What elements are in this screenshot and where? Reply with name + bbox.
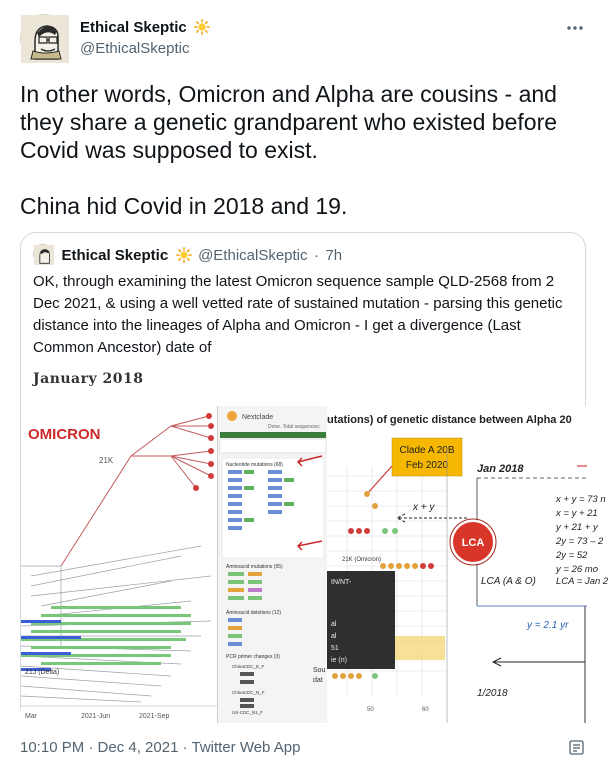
genetic-distance-chart [313, 406, 609, 723]
nextclade-section-2: Aminoacid deletions (12) [226, 610, 282, 616]
quoted-age: 7h [325, 247, 343, 264]
primer-item-0: ChinaCDC_E_F [232, 664, 265, 669]
tweet-text: In other words, Omicron and Alpha are cousins - and they share a genetic grandparent who existed before Covid was supposed to exist. China hid Covid in 2018 and 19. [20, 81, 558, 219]
tree-delta-label: 21J (Delta) [25, 669, 60, 676]
analytics-icon[interactable] [567, 738, 587, 758]
date-bottom-label: 1/2018 [477, 688, 508, 699]
quoted-media-image[interactable] [21, 406, 609, 723]
equation-0: x + y = 73 n [556, 494, 606, 505]
primer-item-2: US-CDC_N1_F [232, 710, 264, 715]
axis-tick-60: 60 [422, 707, 429, 713]
sun-emoji-icon [194, 19, 210, 35]
nextclade-panel [217, 406, 327, 723]
quoted-separator: · [313, 247, 319, 264]
nextclade-section-3: PCR primer changes (3) [226, 654, 280, 660]
omicron-dot-label: 21K (Omicron) [342, 557, 382, 563]
analysis-title: utations) of genetic distance between Alpha 20 [327, 414, 572, 426]
avatar[interactable] [20, 14, 68, 62]
side-text-1: dat [313, 677, 323, 684]
overlay-text-3: 51 [331, 645, 339, 652]
quoted-display-name: Ethical Skeptic [61, 247, 169, 264]
overlay-text-0: IN/NT- [331, 579, 352, 586]
primer-item-1: ChinaCDC_N_F [232, 690, 265, 695]
quoted-sun-emoji-icon [176, 247, 192, 263]
tree-x-tick-0: Mar [25, 713, 38, 720]
nextclade-screenshot [218, 406, 328, 723]
overlay-text-1: al [331, 621, 337, 628]
side-text-0: Sou [313, 667, 326, 674]
equation-4: 2y = 52 [556, 550, 588, 561]
tree-panel [21, 406, 217, 723]
clade-box-line1: Clade A 20B [399, 445, 455, 456]
overlay-text-4: ie (n) [331, 657, 347, 664]
tree-title: OMICRON [28, 426, 101, 443]
avatar-illustration [21, 15, 69, 63]
author-display-name[interactable]: Ethical Skeptic [80, 19, 187, 36]
tree-x-tick-1: 2021-Jun [81, 713, 111, 720]
analysis-panel [313, 406, 609, 723]
equation-6: LCA = Jan 2 [556, 576, 609, 587]
equation-3: 2y = 73 – 2 [556, 536, 604, 547]
rate-label: y = 2.1 yr [527, 620, 569, 631]
lca-circle-label: LCA [461, 537, 485, 549]
phylogenetic-tree [21, 406, 217, 723]
equation-1: x = y + 21 [556, 508, 598, 519]
xy-label: x + y [413, 502, 435, 513]
quoted-tweet[interactable] [20, 232, 609, 722]
nextclade-section-0: Nucleotide mutations (68) [226, 462, 283, 468]
tree-clade-label: 21K [99, 456, 114, 465]
tree-x-tick-2: 2021-Sep [139, 713, 170, 720]
nextclade-section-1: Aminoacid mutations (55) [226, 564, 283, 570]
equation-2: y + 21 + y [556, 522, 598, 533]
more-options-icon[interactable] [563, 18, 587, 42]
tweet-timestamp[interactable]: 10:10 PM · Dec 4, 2021 · Twitter Web App [20, 739, 301, 756]
author-handle[interactable]: @EthicalSkeptic [80, 40, 190, 57]
clade-box-line2: Feb 2020 [405, 460, 449, 471]
quoted-handle: @EthicalSkeptic [198, 247, 308, 264]
lca-parens-label: LCA (A & O) [481, 576, 536, 587]
equation-5: y = 26 mo [556, 564, 598, 575]
quoted-text: OK, through examining the latest Omicron sequence sample QLD-2568 from 2 Dec 2021, & using a well vetted rate of sustained mutation - parsing this genetic distance into the lineages of Alpha and Omicron - I get a divergence (Last Common Ancestor) date of [33, 273, 563, 356]
tweet-footer [20, 738, 591, 760]
overlay-text-2: al [331, 633, 337, 640]
tweet-header [20, 14, 591, 64]
jan-2018-label: Jan 2018 [477, 463, 524, 475]
quoted-avatar [33, 244, 53, 264]
nextclade-tabs: Done. Total sequences: [268, 424, 321, 430]
axis-tick-50: 50 [367, 707, 374, 713]
author-names [80, 18, 210, 59]
nextclade-logo: Nextclade [242, 414, 274, 421]
quoted-date-stamp: January 2018 [33, 371, 144, 387]
quoted-tweet-header [33, 244, 342, 266]
